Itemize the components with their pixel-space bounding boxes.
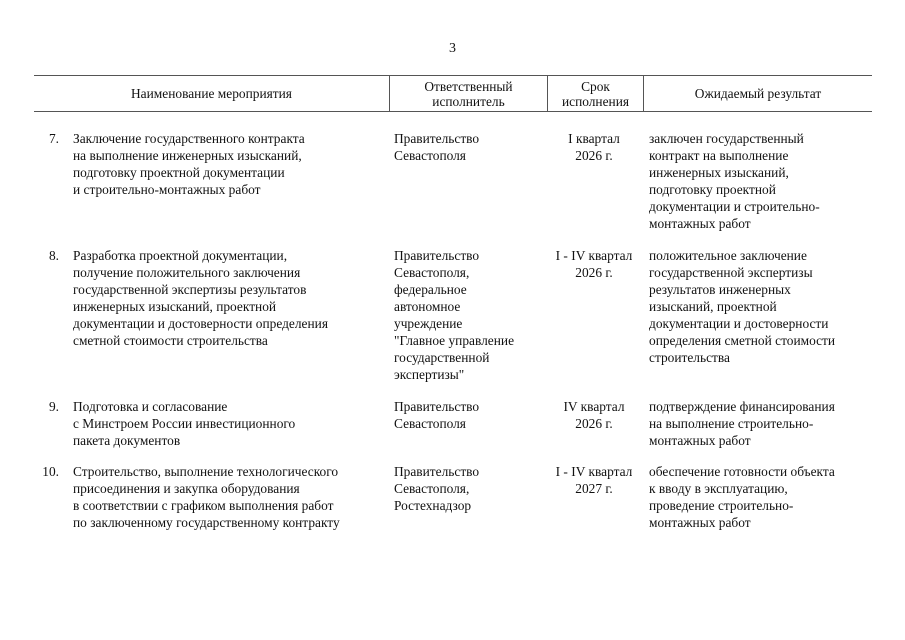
header-result-column: [644, 76, 872, 111]
text-line: документации и достоверности определения: [73, 316, 328, 331]
text-line: Правительство: [394, 464, 480, 479]
event-name: [73, 130, 305, 198]
row-number: 8.: [48, 248, 59, 263]
header-result-label: Ожидаемый результат: [694, 86, 822, 101]
text-line: 2026 г.: [575, 416, 613, 431]
header-name-column: [34, 76, 389, 111]
responsible-executor: [394, 130, 479, 164]
row-number: 9.: [48, 399, 59, 414]
text-line: монтажных работ: [649, 515, 751, 530]
expected-result: [649, 247, 835, 366]
text-line: на выполнение строительно-: [649, 416, 814, 431]
text-line: положительное заключение: [649, 248, 807, 263]
text-line: обеспечение готовности объекта: [649, 464, 835, 479]
text-line: учреждение: [394, 316, 463, 331]
execution-term: [547, 247, 641, 281]
text-line: I - IV квартал: [555, 464, 633, 479]
text-line: и строительно-монтажных работ: [73, 182, 261, 197]
text-line: Ростехнадзор: [394, 498, 472, 513]
text-line: Строительство, выполнение технологического: [73, 464, 339, 479]
text-line: контракт на выполнение: [649, 148, 789, 163]
text-line: Заключение государственного контракта: [73, 131, 305, 146]
text-line: Разработка проектной документации,: [73, 248, 288, 263]
text-line: I квартал: [568, 131, 620, 146]
text-line: 2026 г.: [575, 148, 613, 163]
text-line: заключен государственный: [649, 131, 804, 146]
text-line: Подготовка и согласование: [73, 399, 228, 414]
text-line: подготовку проектной: [649, 182, 776, 197]
text-line: государственной: [394, 350, 490, 365]
text-line: подтверждение финансирования: [649, 399, 835, 414]
text-line: 2026 г.: [575, 265, 613, 280]
text-line: с Минстроем России инвестиционного: [73, 416, 296, 431]
text-line: I - IV квартал: [555, 248, 633, 263]
text-line: инженерных изысканий, проектной: [73, 299, 277, 314]
row-number: 10.: [42, 464, 59, 479]
text-line: монтажных работ: [649, 433, 751, 448]
responsible-executor: [394, 463, 479, 514]
text-line: Севастополя,: [394, 265, 470, 280]
header-term-line: Срок: [581, 78, 610, 94]
text-line: монтажных работ: [649, 216, 751, 231]
text-line: Правительство: [394, 399, 480, 414]
text-line: подготовку проектной документации: [73, 165, 285, 180]
event-name: [73, 398, 295, 449]
text-line: результатов инженерных: [649, 282, 791, 297]
text-line: федеральное: [394, 282, 467, 297]
text-line: Правительство: [394, 131, 480, 146]
page-number: 3: [449, 41, 456, 56]
text-line: по заключенному государственному контракту: [73, 515, 340, 530]
table-header-bottom-rule: [34, 111, 872, 112]
text-line: пакета документов: [73, 433, 181, 448]
text-line: Севастополя: [394, 416, 466, 431]
header-executor-column: [390, 76, 547, 111]
header-executor-line: исполнитель: [432, 93, 505, 109]
expected-result: [649, 463, 835, 531]
text-line: документации и строительно-: [649, 199, 820, 214]
execution-term: [547, 130, 641, 164]
header-term-column: [548, 76, 643, 111]
text-line: проведение строительно-: [649, 498, 794, 513]
execution-term: [547, 398, 641, 432]
execution-term: [547, 463, 641, 497]
text-line: государственной экспертизы результатов: [73, 282, 307, 297]
text-line: присоединения и закупка оборудования: [73, 481, 300, 496]
text-line: документации и достоверности: [649, 316, 829, 331]
expected-result: [649, 398, 835, 449]
text-line: Севастополя,: [394, 481, 470, 496]
text-line: изысканий, проектной: [649, 299, 777, 314]
text-line: Правительство: [394, 248, 480, 263]
text-line: государственной экспертизы: [649, 265, 813, 280]
text-line: к вводу в эксплуатацию,: [649, 481, 788, 496]
text-line: автономное: [394, 299, 461, 314]
text-line: в соответствии с графиком выполнения работ: [73, 498, 334, 513]
responsible-executor: [394, 247, 514, 383]
header-term-line: исполнения: [561, 93, 630, 109]
text-line: "Главное управление: [394, 333, 515, 348]
row-number: 7.: [48, 131, 59, 146]
expected-result: [649, 130, 820, 232]
text-line: сметной стоимости строительства: [73, 333, 268, 348]
text-line: Севастополя: [394, 148, 466, 163]
responsible-executor: [394, 398, 479, 432]
text-line: строительства: [649, 350, 730, 365]
header-executor-line: Ответственный: [424, 78, 513, 94]
text-line: IV квартал: [563, 399, 625, 414]
text-line: инженерных изысканий,: [649, 165, 789, 180]
event-name: [73, 247, 328, 349]
text-line: получение положительного заключения: [73, 265, 301, 280]
header-name-label: Наименование мероприятия: [131, 86, 292, 101]
event-name: [73, 463, 340, 531]
text-line: 2027 г.: [575, 481, 613, 496]
text-line: определения сметной стоимости: [649, 333, 836, 348]
text-line: экспертизы": [394, 367, 465, 382]
text-line: на выполнение инженерных изысканий,: [73, 148, 302, 163]
